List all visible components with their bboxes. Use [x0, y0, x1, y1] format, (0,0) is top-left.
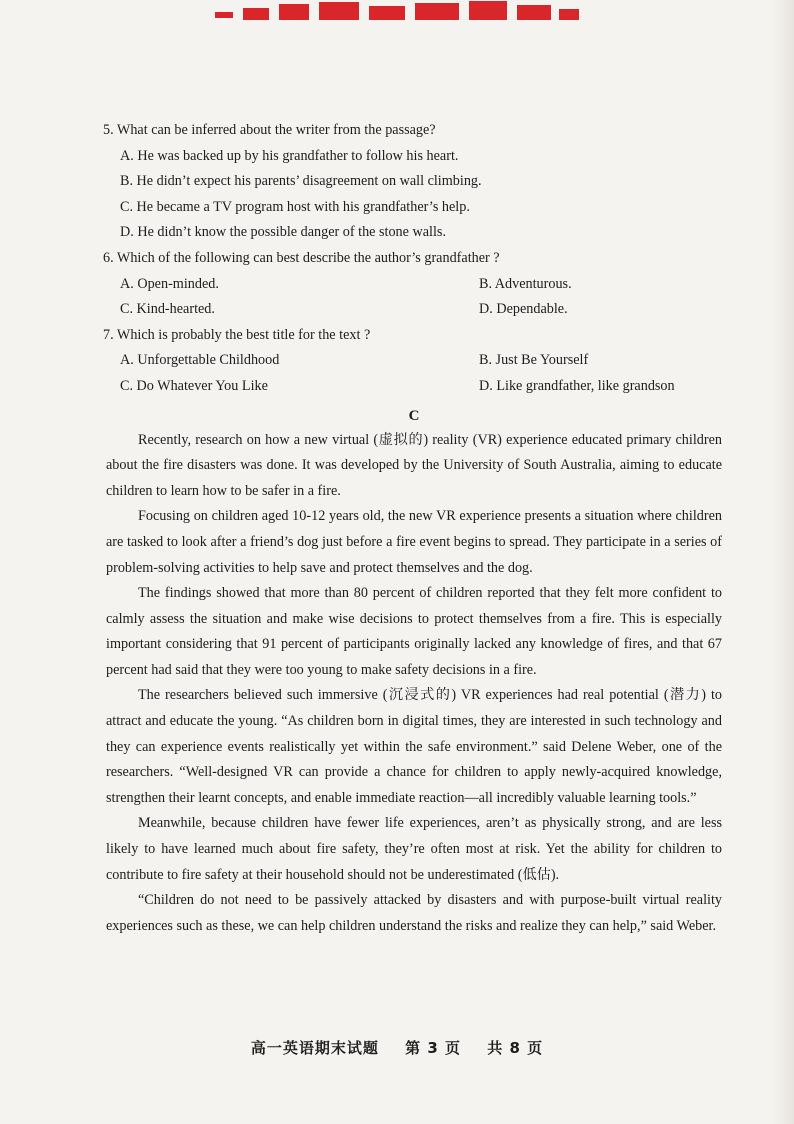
passage-paragraph: The findings showed that more than 80 percent of children reported that they felt more confident to calmly assess the situation and make wise decisions to protect themselves from a fire. This is especially important considering that 91 percent of participants originally lacked any knowledge of fires, and that 67 percent had said that they were too young to make safety decisions in a fire. [106, 585, 722, 678]
section-heading: C [408, 407, 420, 424]
exam-title: 高一英语期末试题 [250, 1039, 379, 1057]
header-banner-fragment [215, 0, 580, 20]
passage-paragraph: Recently, research on how a new virtual (虚拟的) reality (VR) experience educated primary children about the fire disasters was done. It was developed by the University of South Australia, aiming to educate children to learn how to be safer in a fire. [106, 431, 722, 499]
option-row [106, 272, 722, 298]
passage-paragraph: “Children do not need to be passively attacked by disasters and with purpose-built virtual reality experiences such as these, we can help children understand the risks and realize they can help,” said Weber. [106, 892, 722, 934]
option-row [106, 297, 722, 323]
option-row [106, 374, 722, 400]
option-b: B. Just Be Yourself [479, 352, 589, 369]
option-d: D. He didn’t know the possible danger of the stone walls. [120, 224, 446, 241]
question-stem: 5. What can be inferred about the writer from the passage? [103, 122, 436, 138]
option-c: C. Kind-hearted. [120, 301, 215, 318]
passage-paragraph: Focusing on children aged 10-12 years old, the new VR experience presents a situation where children are tasked to look after a friend’s dog just before a fire event begins to spread. They participate in a series of problem-solving activities to help save and protect themselves and the dog. [106, 508, 722, 576]
option-d: D. Like grandfather, like grandson [479, 377, 675, 394]
option-c: C. He became a TV program host with his grandfather’s help. [120, 198, 470, 215]
question-stem: 7. Which is probably the best title for the text ? [103, 326, 371, 343]
page-footer [0, 1037, 794, 1058]
option-c: C. Do Whatever You Like [120, 377, 268, 394]
page-edge-shadow [774, 0, 794, 1124]
passage-paragraph: The researchers believed such immersive (沉浸式的) VR experiences had real potential (潜力) to attract and educate the young. “As children born in digital times, they are interested in such technology and they can experience events realistically yet within the safe environment.” said Delene Weber, one of the researchers. “Well-designed VR can provide a chance for children to apply newly-acquired knowledge, strengthen their learnt concepts, and enable immediate reaction—all incredibly valuable learning tools.” [106, 687, 722, 806]
question-stem: 6. Which of the following can best describe the author’s grandfather ? [103, 249, 500, 266]
option-a: A. Open-minded. [120, 275, 219, 292]
option-b: B. Adventurous. [479, 275, 572, 292]
option-row [106, 348, 722, 374]
question-5 [103, 118, 722, 246]
page-number: 第 3 页 [405, 1039, 461, 1057]
option-b: B. He didn’t expect his parents’ disagreement on wall climbing. [120, 173, 482, 190]
passage-paragraph: Meanwhile, because children have fewer life experiences, aren’t as physically strong, and are less likely to have learned much about fire safety, they’re often most at risk. Yet the ability for children to contribute to fire safety at their household should not be underestimated (低估). [106, 815, 722, 883]
question-7 [103, 323, 722, 400]
exam-content [103, 118, 722, 939]
question-6 [103, 246, 722, 323]
option-a: A. Unforgettable Childhood [120, 352, 280, 369]
option-d: D. Dependable. [479, 301, 568, 318]
option-a: A. He was backed up by his grandfather to follow his heart. [120, 147, 459, 164]
total-pages: 共 8 页 [487, 1039, 544, 1057]
